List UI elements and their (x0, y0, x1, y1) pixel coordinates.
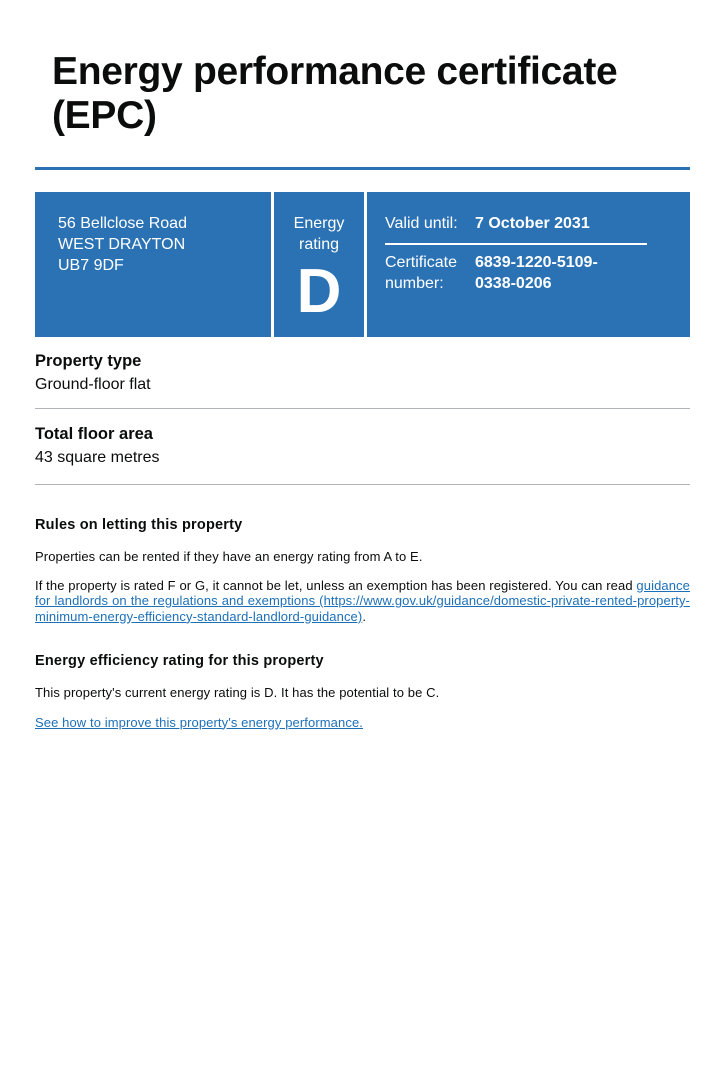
paragraph2-suffix: . (362, 608, 367, 624)
letting-rules-paragraph2 (35, 578, 690, 625)
certificate-number-label: Certificate number: (385, 254, 458, 292)
page-title (52, 50, 690, 138)
property-type-heading: Property type (35, 352, 142, 370)
address-line3: UB7 9DF (58, 257, 124, 274)
address-line1: 56 Bellclose Road (58, 215, 187, 232)
guidance-for-landlords-link[interactable]: guidance for landlords on the regulations and exemptions (https://www.gov.uk/guidance/domestic-private-rented-property-minimum-energy-efficiency-standard-landlord-guidance) (35, 577, 690, 624)
letting-rules-paragraph1: Properties can be rented if they have an energy rating from A to E. (35, 549, 423, 564)
improve-performance-link[interactable]: See how to improve this property's energy performance. (35, 714, 363, 730)
certificate-number-line2: 0338-0206 (475, 275, 552, 292)
certificate-summary-banner (35, 192, 690, 337)
certificate-number-row (385, 252, 670, 294)
valid-until-label: Valid until: (385, 215, 458, 232)
section-divider-1 (35, 408, 690, 409)
address-line2: WEST DRAYTON (58, 236, 186, 253)
section-divider-2 (35, 484, 690, 485)
epc-page (0, 50, 725, 730)
valid-until-value: 7 October 2031 (475, 215, 590, 232)
page-title-line1: Energy performance certificate (52, 50, 618, 93)
improve-link-paragraph (35, 715, 690, 731)
certificate-number-line1: 6839-1220-5109- (475, 254, 598, 271)
validity-divider (385, 243, 647, 245)
property-type-value: Ground-floor flat (35, 376, 151, 393)
floor-area-value: 43 square metres (35, 449, 160, 466)
property-address (35, 192, 271, 337)
energy-rating-value: D (296, 257, 342, 326)
efficiency-summary: This property's current energy rating is D. It has the potential to be C. (35, 685, 440, 700)
energy-rating-label: Energy rating (293, 215, 345, 253)
energy-rating-box (274, 192, 364, 337)
valid-until-row (385, 213, 670, 234)
letting-rules-heading: Rules on letting this property (35, 517, 243, 533)
efficiency-rating-heading: Energy efficiency rating for this property (35, 653, 324, 669)
floor-area-heading: Total floor area (35, 425, 153, 443)
page-title-line2: (EPC) (52, 94, 157, 137)
title-divider (35, 167, 690, 170)
certificate-number-value (475, 252, 598, 294)
paragraph2-prefix: If the property is rated F or G, it cannot be let, unless an exemption has been registered. You can read (35, 577, 637, 593)
certificate-validity-box (367, 192, 690, 337)
certificate-details (35, 351, 690, 730)
